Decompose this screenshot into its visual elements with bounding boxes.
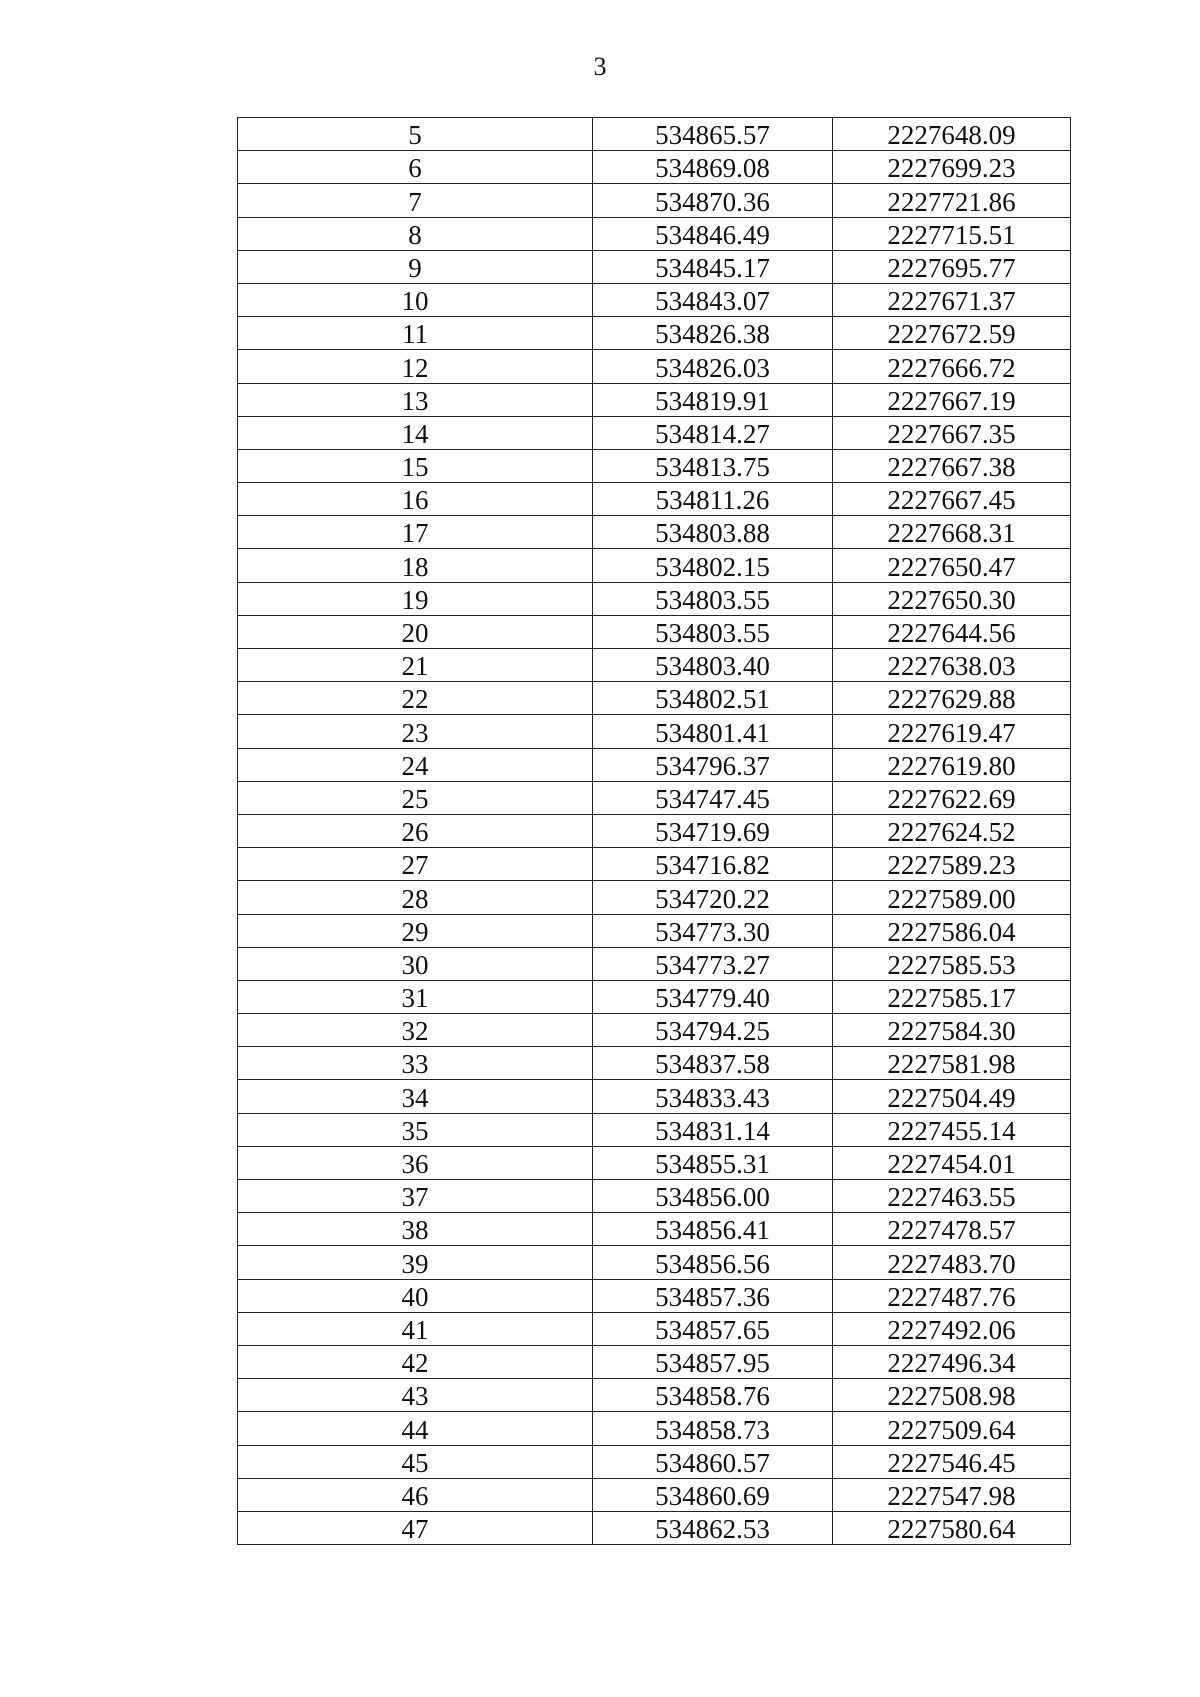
y-coordinate-cell: 2227547.98 [833,1478,1071,1511]
point-number-cell: 36 [238,1146,593,1179]
point-number-cell: 20 [238,615,593,648]
point-number-cell: 9 [238,250,593,283]
x-coordinate-cell: 534803.88 [593,516,833,549]
y-coordinate-cell: 2227487.76 [833,1279,1071,1312]
point-number-cell: 34 [238,1080,593,1113]
table-row [238,217,1071,250]
y-coordinate-cell: 2227650.47 [833,549,1071,582]
table-row [238,317,1071,350]
y-coordinate-cell: 2227455.14 [833,1113,1071,1146]
x-coordinate-cell: 534833.43 [593,1080,833,1113]
point-number-cell: 14 [238,416,593,449]
x-coordinate-cell: 534814.27 [593,416,833,449]
y-coordinate-cell: 2227585.53 [833,947,1071,980]
x-coordinate-cell: 534794.25 [593,1014,833,1047]
x-coordinate-cell: 534796.37 [593,748,833,781]
point-number-cell: 33 [238,1047,593,1080]
table-row [238,1047,1071,1080]
y-coordinate-cell: 2227454.01 [833,1146,1071,1179]
x-coordinate-cell: 534856.41 [593,1213,833,1246]
y-coordinate-cell: 2227667.38 [833,449,1071,482]
y-coordinate-cell: 2227546.45 [833,1445,1071,1478]
point-number-cell: 17 [238,516,593,549]
y-coordinate-cell: 2227699.23 [833,151,1071,184]
table-row [238,881,1071,914]
point-number-cell: 8 [238,217,593,250]
point-number-cell: 7 [238,184,593,217]
coordinates-table [237,117,1071,1545]
x-coordinate-cell: 534855.31 [593,1146,833,1179]
y-coordinate-cell: 2227629.88 [833,682,1071,715]
table-row [238,914,1071,947]
y-coordinate-cell: 2227638.03 [833,649,1071,682]
point-number-cell: 47 [238,1511,593,1544]
point-number-cell: 27 [238,848,593,881]
x-coordinate-cell: 534837.58 [593,1047,833,1080]
x-coordinate-cell: 534858.73 [593,1412,833,1445]
y-coordinate-cell: 2227715.51 [833,217,1071,250]
x-coordinate-cell: 534846.49 [593,217,833,250]
y-coordinate-cell: 2227492.06 [833,1312,1071,1345]
y-coordinate-cell: 2227581.98 [833,1047,1071,1080]
point-number-cell: 12 [238,350,593,383]
table-row [238,748,1071,781]
point-number-cell: 43 [238,1379,593,1412]
table-row [238,582,1071,615]
x-coordinate-cell: 534860.69 [593,1478,833,1511]
table-row [238,1246,1071,1279]
y-coordinate-cell: 2227648.09 [833,118,1071,151]
x-coordinate-cell: 534747.45 [593,781,833,814]
x-coordinate-cell: 534803.55 [593,582,833,615]
x-coordinate-cell: 534856.56 [593,1246,833,1279]
point-number-cell: 45 [238,1445,593,1478]
x-coordinate-cell: 534803.55 [593,615,833,648]
table-row [238,1312,1071,1345]
x-coordinate-cell: 534716.82 [593,848,833,881]
table-row [238,1412,1071,1445]
point-number-cell: 22 [238,682,593,715]
y-coordinate-cell: 2227667.35 [833,416,1071,449]
y-coordinate-cell: 2227589.23 [833,848,1071,881]
y-coordinate-cell: 2227463.55 [833,1180,1071,1213]
table-row [238,483,1071,516]
y-coordinate-cell: 2227668.31 [833,516,1071,549]
point-number-cell: 37 [238,1180,593,1213]
y-coordinate-cell: 2227496.34 [833,1345,1071,1378]
point-number-cell: 32 [238,1014,593,1047]
y-coordinate-cell: 2227667.45 [833,483,1071,516]
y-coordinate-cell: 2227619.47 [833,715,1071,748]
table-row [238,250,1071,283]
table-row [238,1478,1071,1511]
point-number-cell: 16 [238,483,593,516]
table-row [238,1213,1071,1246]
x-coordinate-cell: 534773.27 [593,947,833,980]
point-number-cell: 46 [238,1478,593,1511]
table-row [238,814,1071,847]
point-number-cell: 10 [238,283,593,316]
table-row [238,1379,1071,1412]
y-coordinate-cell: 2227508.98 [833,1379,1071,1412]
table-row [238,1113,1071,1146]
point-number-cell: 41 [238,1312,593,1345]
x-coordinate-cell: 534826.03 [593,350,833,383]
x-coordinate-cell: 534857.65 [593,1312,833,1345]
x-coordinate-cell: 534773.30 [593,914,833,947]
point-number-cell: 29 [238,914,593,947]
table-row [238,118,1071,151]
table-row [238,1279,1071,1312]
table-row [238,383,1071,416]
x-coordinate-cell: 534870.36 [593,184,833,217]
x-coordinate-cell: 534857.36 [593,1279,833,1312]
point-number-cell: 18 [238,549,593,582]
y-coordinate-cell: 2227580.64 [833,1511,1071,1544]
point-number-cell: 13 [238,383,593,416]
table-row [238,715,1071,748]
table-row [238,649,1071,682]
table-row [238,1511,1071,1544]
point-number-cell: 39 [238,1246,593,1279]
table-row [238,449,1071,482]
point-number-cell: 15 [238,449,593,482]
point-number-cell: 21 [238,649,593,682]
table-row [238,947,1071,980]
x-coordinate-cell: 534869.08 [593,151,833,184]
y-coordinate-cell: 2227644.56 [833,615,1071,648]
x-coordinate-cell: 534860.57 [593,1445,833,1478]
table-row [238,1345,1071,1378]
y-coordinate-cell: 2227695.77 [833,250,1071,283]
point-number-cell: 31 [238,980,593,1013]
x-coordinate-cell: 534843.07 [593,283,833,316]
point-number-cell: 19 [238,582,593,615]
table-row [238,184,1071,217]
table-row [238,682,1071,715]
table-row [238,980,1071,1013]
y-coordinate-cell: 2227671.37 [833,283,1071,316]
y-coordinate-cell: 2227589.00 [833,881,1071,914]
point-number-cell: 25 [238,781,593,814]
y-coordinate-cell: 2227509.64 [833,1412,1071,1445]
point-number-cell: 30 [238,947,593,980]
table-row [238,416,1071,449]
point-number-cell: 38 [238,1213,593,1246]
x-coordinate-cell: 534779.40 [593,980,833,1013]
x-coordinate-cell: 534813.75 [593,449,833,482]
table-row [238,1080,1071,1113]
point-number-cell: 40 [238,1279,593,1312]
table-row [238,283,1071,316]
page-number: 3 [593,52,607,81]
point-number-cell: 6 [238,151,593,184]
x-coordinate-cell: 534845.17 [593,250,833,283]
table-row [238,1445,1071,1478]
x-coordinate-cell: 534862.53 [593,1511,833,1544]
x-coordinate-cell: 534802.15 [593,549,833,582]
x-coordinate-cell: 534719.69 [593,814,833,847]
x-coordinate-cell: 534865.57 [593,118,833,151]
y-coordinate-cell: 2227584.30 [833,1014,1071,1047]
table-row [238,549,1071,582]
y-coordinate-cell: 2227650.30 [833,582,1071,615]
y-coordinate-cell: 2227619.80 [833,748,1071,781]
point-number-cell: 24 [238,748,593,781]
y-coordinate-cell: 2227483.70 [833,1246,1071,1279]
x-coordinate-cell: 534720.22 [593,881,833,914]
point-number-cell: 42 [238,1345,593,1378]
y-coordinate-cell: 2227667.19 [833,383,1071,416]
table-row [238,1146,1071,1179]
point-number-cell: 5 [238,118,593,151]
x-coordinate-cell: 534826.38 [593,317,833,350]
table-row [238,350,1071,383]
x-coordinate-cell: 534811.26 [593,483,833,516]
coordinates-table-body [238,118,1071,1545]
point-number-cell: 11 [238,317,593,350]
x-coordinate-cell: 534856.00 [593,1180,833,1213]
y-coordinate-cell: 2227672.59 [833,317,1071,350]
y-coordinate-cell: 2227721.86 [833,184,1071,217]
point-number-cell: 28 [238,881,593,914]
table-row [238,781,1071,814]
x-coordinate-cell: 534802.51 [593,682,833,715]
x-coordinate-cell: 534803.40 [593,649,833,682]
x-coordinate-cell: 534801.41 [593,715,833,748]
table-row [238,1180,1071,1213]
table-row [238,516,1071,549]
x-coordinate-cell: 534858.76 [593,1379,833,1412]
point-number-cell: 23 [238,715,593,748]
y-coordinate-cell: 2227666.72 [833,350,1071,383]
table-row [238,151,1071,184]
point-number-cell: 44 [238,1412,593,1445]
x-coordinate-cell: 534819.91 [593,383,833,416]
y-coordinate-cell: 2227504.49 [833,1080,1071,1113]
table-row [238,1014,1071,1047]
y-coordinate-cell: 2227585.17 [833,980,1071,1013]
y-coordinate-cell: 2227622.69 [833,781,1071,814]
y-coordinate-cell: 2227586.04 [833,914,1071,947]
table-row [238,615,1071,648]
x-coordinate-cell: 534857.95 [593,1345,833,1378]
y-coordinate-cell: 2227624.52 [833,814,1071,847]
y-coordinate-cell: 2227478.57 [833,1213,1071,1246]
x-coordinate-cell: 534831.14 [593,1113,833,1146]
point-number-cell: 35 [238,1113,593,1146]
point-number-cell: 26 [238,814,593,847]
table-row [238,848,1071,881]
